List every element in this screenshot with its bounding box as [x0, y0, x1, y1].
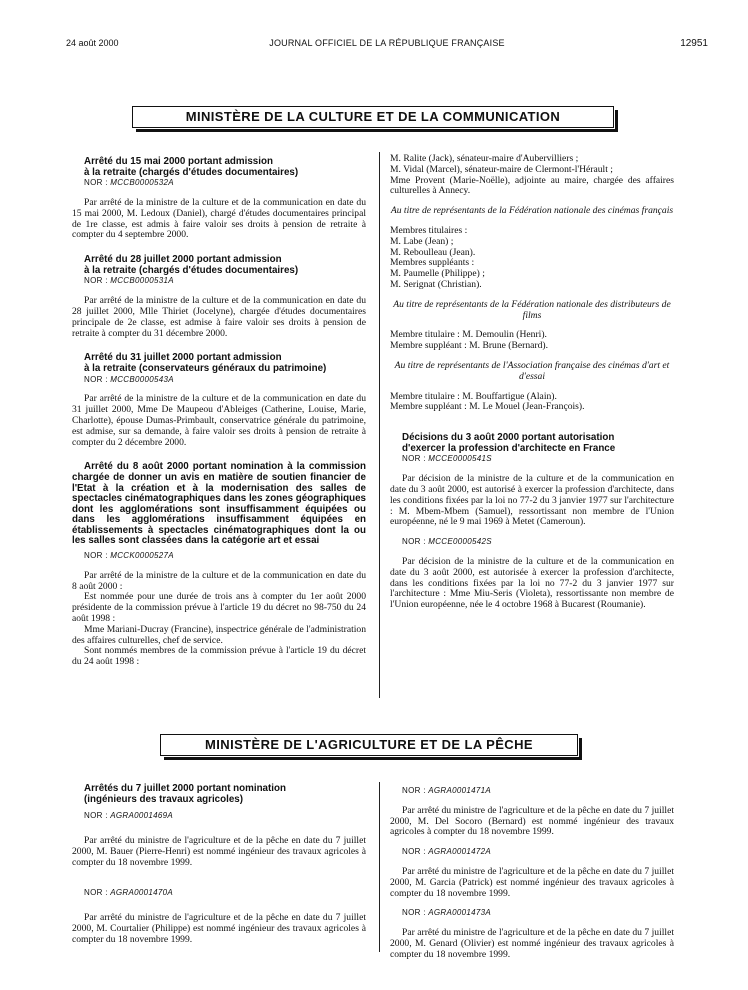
- member-provent: Mme Provent (Marie-Noëlle), adjointe au maire, chargée des affaires culturelles à Annecy.: [390, 174, 674, 197]
- fndf-line: Membre suppléant : M. Brune (Bernard).: [390, 340, 548, 352]
- column-divider-agri: [379, 782, 380, 952]
- culture-right-column: [390, 154, 674, 611]
- afcae-heading: Au titre de représentants de l'Association française des cinémas d'art et d'essai: [394, 359, 670, 382]
- arrete-4-title: Arrêté du 8 août 2000 portant nomination à la commission chargée de donner un avis en matière de soutien financier de l'Etat à la création et à la modernisation des salles de spectacles cinématographiques dans les zones géographiques dont les agglomérations sont insuffisamment équipées ou dans les agglomérations insuffisamment équipées en établissements à spectacles cinématographiques dont la ou les salles sont classées dans la catégorie art et essai: [72, 461, 366, 547]
- fncf-line: Membres titulaires :: [390, 224, 468, 236]
- agri-body-genard: Par arrêté du ministre de l'agriculture et de la pêche en date du 7 juillet 2000, M. Genard (Olivier) est nommé ingénieur des travaux agricoles à compter du 18 novembre 1999.: [390, 927, 674, 960]
- page-number: 12951: [680, 38, 708, 49]
- decision-1-nor: NOR : MCCE0000541S: [402, 454, 492, 464]
- arrete-4-para2: Est nommée pour une durée de trois ans à compter du 1er août 2000 présidente de la commission prévue à l'article 19 du décret no 98-750 du 24 août 1998 :: [72, 591, 366, 625]
- agri-nor-1473: NOR : AGRA0001473A: [402, 908, 492, 918]
- arrete-3-title-line2: à la retraite (conservateurs généraux du patrimoine): [84, 362, 327, 374]
- arrete-1-nor: NOR : MCCB0000532A: [84, 178, 174, 188]
- agri-body-garcia: Par arrêté du ministre de l'agriculture et de la pêche en date du 7 juillet 2000, M. Garcia (Patrick) est nommé ingénieur des travaux agricoles à compter du 18 novembre 1999.: [390, 865, 674, 899]
- arrete-2-title-line1: Arrêté du 28 juillet 2000 portant admission: [84, 254, 282, 266]
- header-date: 24 août 2000: [66, 38, 119, 48]
- arrete-2-nor: NOR : MCCB0000531A: [84, 276, 174, 286]
- agri-nor-1470: NOR : AGRA0001470A: [84, 888, 174, 898]
- arrete-2-title-line2: à la retraite (chargés d'études documentaires): [84, 264, 299, 276]
- decision-1-body: Par décision de la ministre de la culture et de la communication en date du 3 août 2000, est autorisé à exercer la profession d'architecte, dans les conditions fixées par la loi no 77-2 du 3 janvier 1977 sur l'architecture : M. Mbem-Mbem (Samuel), ressortissant non membre de l'Union européenne, né le 9 mai 1969 à Metet (Cameroun).: [390, 473, 674, 528]
- page-header: [66, 38, 708, 52]
- member-line: M. Vidal (Marcel), sénateur-maire de Clermont-l'Hérault ;: [390, 163, 613, 175]
- fncf-line: Membres suppléants :: [390, 257, 475, 269]
- fndf-line: Membre titulaire : M. Demoulin (Henri).: [390, 329, 547, 341]
- agri-title-line2: (ingénieurs des travaux agricoles): [84, 793, 243, 805]
- agri-nor-1471: NOR : AGRA0001471A: [402, 786, 492, 795]
- arrete-4-para1: Par arrêté de la ministre de la culture et de la communication en date du 8 août 2000 :: [72, 569, 366, 592]
- decision-title-line2: d'exercer la profession d'architecte en France: [402, 442, 616, 454]
- decision-title-line1: Décisions du 3 août 2000 portant autorisation: [402, 432, 615, 444]
- journal-title: JOURNAL OFFICIEL DE LA RÉPUBLIQUE FRANÇAISE: [269, 38, 505, 48]
- fncf-line: M. Paumelle (Philippe) ;: [390, 268, 485, 280]
- arrete-1-title-line2: à la retraite (chargés d'études documentaires): [84, 166, 299, 178]
- agriculture-right-column: [390, 786, 674, 961]
- column-divider: [379, 152, 380, 698]
- arrete-4-para4: Sont nommés membres de la commission prévue à l'article 19 du décret du 24 août 1998 :: [72, 645, 366, 668]
- ministry-culture-banner: MINISTÈRE DE LA CULTURE ET DE LA COMMUNICATION: [132, 106, 614, 128]
- agriculture-left-column: [72, 784, 366, 946]
- fncf-heading: Au titre de représentants de la Fédération nationale des cinémas français: [390, 205, 674, 217]
- member-line: M. Ralite (Jack), sénateur-maire d'Aubervilliers ;: [390, 153, 579, 164]
- decision-2-body: Par décision de la ministre de la culture et de la communication en date du 3 août 2000, est autorisée à exercer la profession d'architecte, dans les conditions fixées par la loi no 77-2 du 3 janvier 1977 sur l'architecture : Mme Miu-Seris (Violeta), ressortissante non membre de l'Union européenne, née le 4 octobre 1968 à Bucarest (Roumanie).: [390, 555, 674, 611]
- arrete-2-body: Par arrêté de la ministre de la culture et de la communication en date du 28 juillet 2000, Mlle Thiriet (Jocelyne), chargée d'études documentaires principale de 2e classe, est admise à faire valoir ses droits à pension de retraite à compter du 31 décembre 2000.: [72, 295, 366, 339]
- fncf-line: M. Serignat (Christian).: [390, 278, 482, 290]
- culture-left-column: [72, 157, 366, 668]
- decision-2-nor: NOR : MCCE0000542S: [402, 537, 492, 547]
- arrete-3-body: Par arrêté de la ministre de la culture et de la communication en date du 31 juillet 2000, Mme De Maupeou d'Ableiges (Catherine, Louise, Marie, Charlotte), épouse Dumas-Primbault, conservatrice générale du patrimoine, est admise, sur sa demande, à faire valoir ses droits à pension de retraite à compter du 2 décembre 2000.: [72, 393, 366, 448]
- agri-body-courtalier: Par arrêté du ministre de l'agriculture et de la pêche en date du 7 juillet 2000, M. Courtalier (Philippe) est nommé ingénieur des travaux agricoles à compter du 18 novembre 1999.: [72, 912, 366, 945]
- arrete-1-title-line1: Arrêté du 15 mai 2000 portant admission: [84, 156, 273, 167]
- arrete-4-nor: NOR : MCCK0000527A: [84, 551, 174, 561]
- agri-body-bauer: Par arrêté du ministre de l'agriculture et de la pêche en date du 7 juillet 2000, M. Bauer (Pierre-Henri) est nommé ingénieur des travaux agricoles à compter du 18 novembre 1999.: [72, 834, 366, 868]
- arrete-1-body: Par arrêté de la ministre de la culture et de la communication en date du 15 mai 2000, M. Ledoux (Daniel), chargé d'études documentaires principal de 1re classe, est admis à faire valoir ses droits à pension de retraite à compter du 4 septembre 2000.: [72, 196, 366, 241]
- afcae-line: Membre titulaire : M. Bouffartigue (Alain).: [390, 390, 557, 402]
- arrete-3-nor: NOR : MCCB0000543A: [84, 374, 174, 384]
- fncf-line: M. Reboulleau (Jean).: [390, 246, 476, 258]
- arrete-3-title-line1: Arrêté du 31 juillet 2000 portant admission: [84, 352, 282, 364]
- ministry-agriculture-banner: MINISTÈRE DE L'AGRICULTURE ET DE LA PÊCHE: [160, 734, 578, 756]
- agri-title-line1: Arrêtés du 7 juillet 2000 portant nomination: [84, 783, 286, 794]
- fncf-line: M. Labe (Jean) ;: [390, 235, 454, 247]
- fndf-heading: Au titre de représentants de la Fédération nationale des distributeurs de films: [393, 298, 671, 321]
- arrete-4-para3: Mme Mariani-Ducray (Francine), inspectrice générale de l'administration des affaires culturelles, chef de service.: [72, 623, 366, 646]
- afcae-line: Membre suppléant : M. Le Mouel (Jean-François).: [390, 401, 585, 413]
- agri-nor-1472: NOR : AGRA0001472A: [402, 847, 492, 857]
- agri-nor-1469: NOR : AGRA0001469A: [84, 811, 174, 821]
- agri-body-del-socoro: Par arrêté du ministre de l'agriculture et de la pêche en date du 7 juillet 2000, M. Del Socoro (Bernard) est nommé ingénieur des travaux agricoles à compter du 18 novembre 1999.: [390, 804, 674, 838]
